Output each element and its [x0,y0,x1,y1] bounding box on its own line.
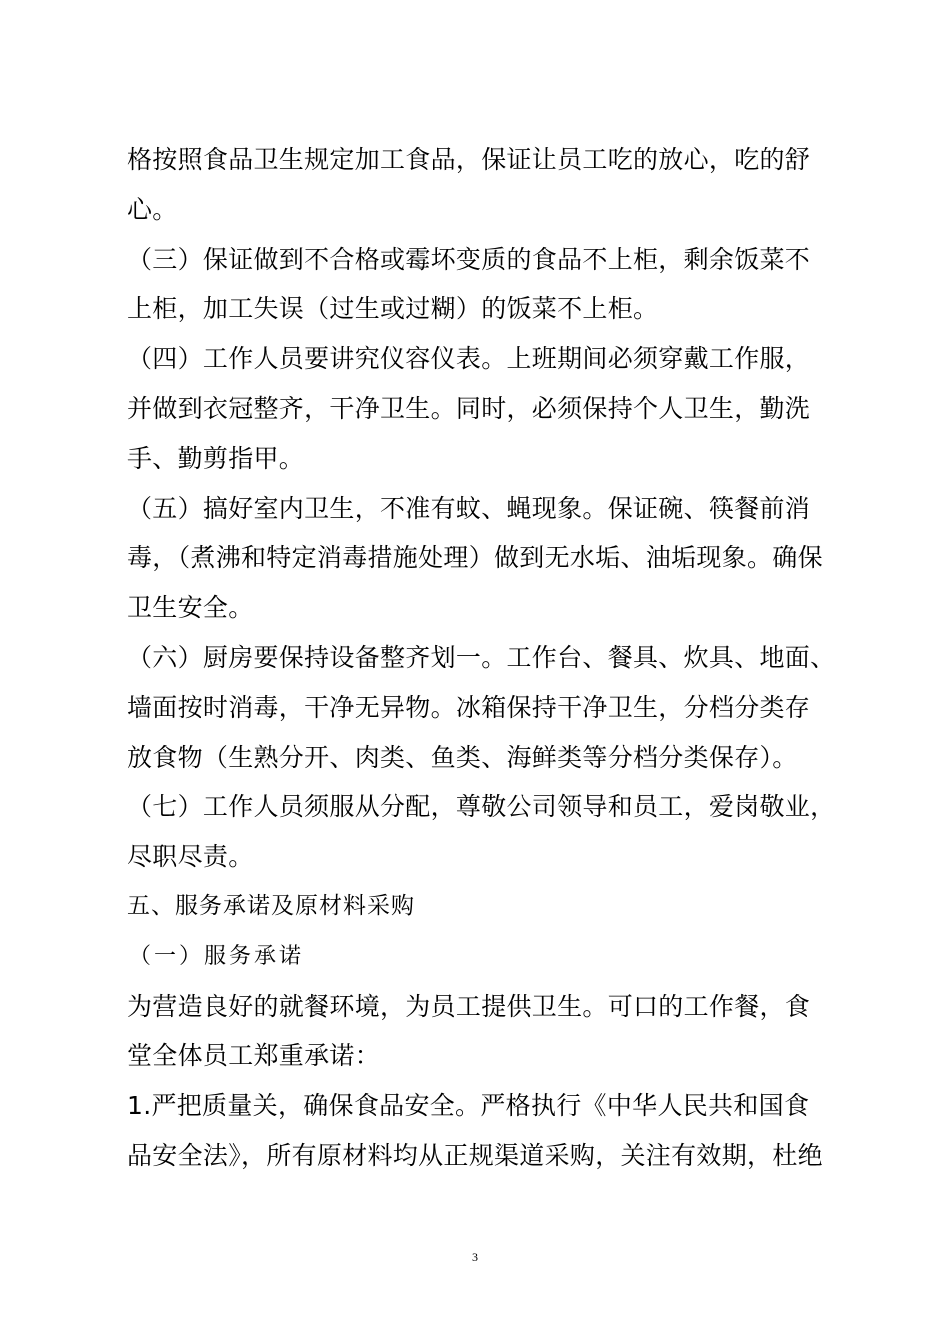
text-line: 1.严把质量关，确保食品安全。严格执行《中华人民共和国食 [127,1091,810,1121]
text-line: 手、勤剪指甲。 [127,443,305,473]
text-line: （七）工作人员须服从分配，尊敬公司领导和员工，爱岗敬业， [127,792,836,822]
text-line: 卫生安全。 [127,593,254,623]
text-line: 尽职尽责。 [127,842,254,872]
text-line: 并做到衣冠整齐，干净卫生。同时，必须保持个人卫生，勤洗 [127,393,811,423]
subsection-heading: （一）服务承诺 [129,943,305,969]
text-line: 堂全体员工郑重承诺： [127,1041,381,1071]
text-line: （六）厨房要保持设备整齐划一。工作台、餐具、炊具、地面、 [127,642,836,672]
text-line: 放食物（生熟分开、肉类、鱼类、海鲜类等分档分类保存）。 [127,742,798,772]
text-line: 格按照食品卫生规定加工食品，保证让员工吃的放心，吃的舒 [127,145,811,174]
text-line: 心。 [127,194,178,224]
text-line: 品安全法》，所有原材料均从正规渠道采购，关注有效期，杜绝 [127,1140,823,1170]
page-number: 3 [472,1250,478,1264]
text-line: 毒，（煮沸和特定消毒措施处理）做到无水垢、油垢现象。确保 [127,543,823,573]
text-line: （五）搞好室内卫生，不准有蚊、蝇现象。保证碗、筷餐前消 [127,493,811,523]
section-heading: 五、服务承诺及原材料采购 [127,892,415,919]
text-line: 上柜，加工失误（过生或过糊）的饭菜不上柜。 [127,294,659,324]
text-line: 为营造良好的就餐环境，为员工提供卫生。可口的工作餐，食 [127,991,811,1021]
document-body [127,135,836,1181]
text-line: （四）工作人员要讲究仪容仪表。上班期间必须穿戴工作服， [127,344,811,374]
text-line: 墙面按时消毒，干净无异物。冰箱保持干净卫生，分档分类存 [127,692,811,722]
text-line: （三）保证做到不合格或霉坏变质的食品不上柜，剩余饭菜不 [127,244,811,274]
